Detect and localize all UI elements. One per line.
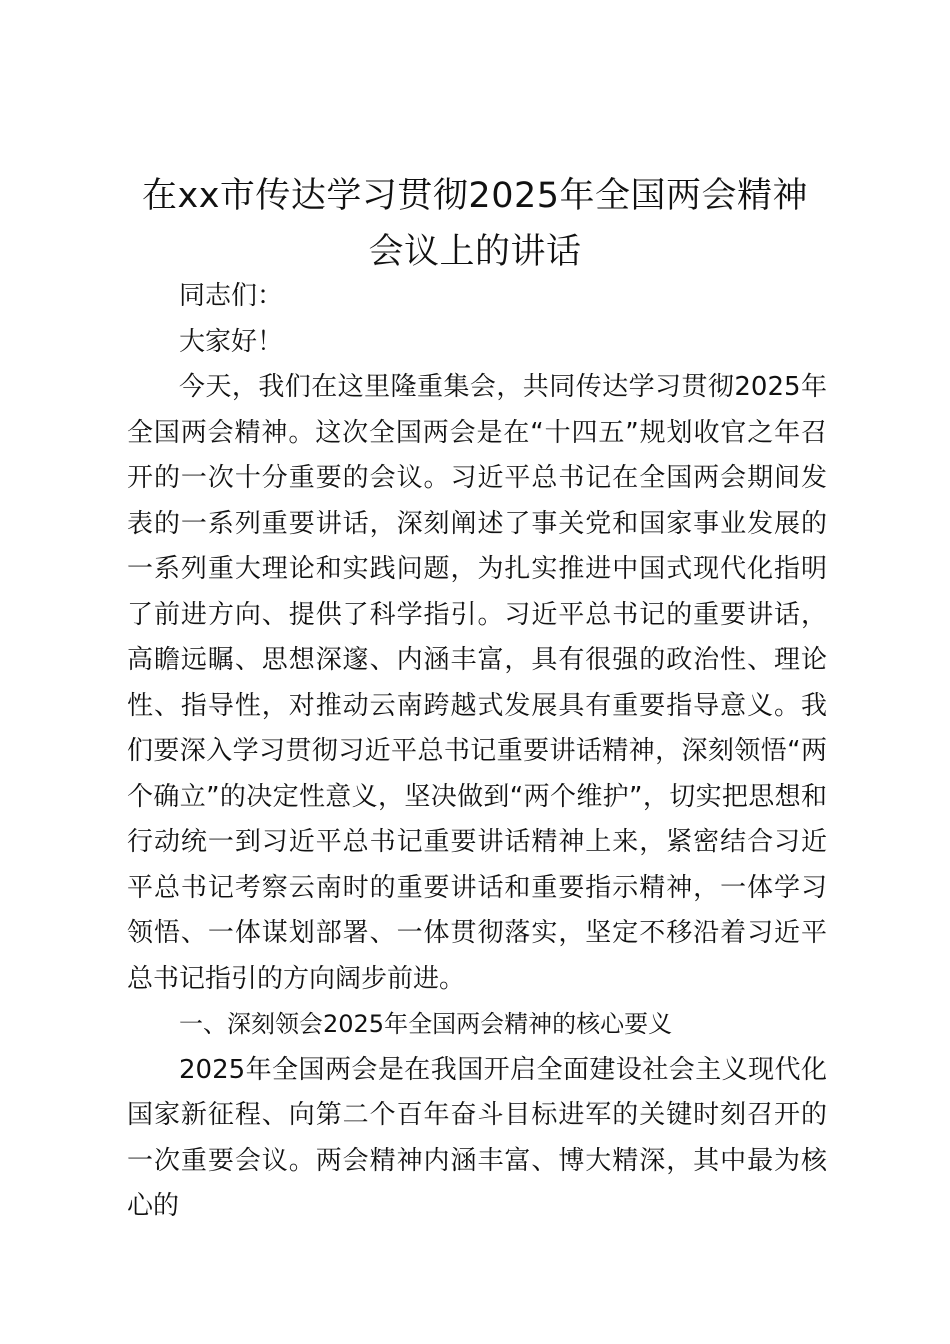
title-line-1: 在xx市传达学习贯彻2025年全国两会精神 bbox=[142, 176, 808, 216]
salutation: 同志们： bbox=[179, 281, 284, 311]
paragraph-intro: 今天，我们在这里隆重集会，共同传达学习贯彻2025年全国两会精神。这次全国两会是在“十四五”规划收官之年召开的一次十分重要的会议。习近平总书记在全国两会期间发表的一系列重要讲话，深刻阐述了事关党和国家事业发展的一系列重大理论和实践问题，为扎实推进中国式现代化指明了前进方向、提供了科学指引。习近平总书记的重要讲话，高瞻远瞩、思想深邃、内涵丰富，具有很强的政治性、理论性、指导性，对推动云南跨越式发展具有重要指导意义。我们要深入学习贯彻习近平总书记重要讲话精神，深刻领悟“两个确立”的决定性意义，坚决做到“两个维护”，切实把思想和行动统一到习近平总书记重要讲话精神上来，紧密结合习近平总书记考察云南时的重要讲话和重要指示精神，一体学习领悟、一体谋划部署、一体贯彻落实，坚定不移沿着习近平总书记指引的方向阔步前进。 bbox=[127, 372, 827, 994]
title-line-2: 会议上的讲话 bbox=[368, 232, 582, 272]
paragraph-section-1: 2025年全国两会是在我国开启全面建设社会主义现代化国家新征程、向第二个百年奋斗目标进军的关键时刻召开的一次重要会议。两会精神内涵丰富、博大精深，其中最为核心的 bbox=[127, 1054, 827, 1221]
document-title bbox=[120, 168, 830, 280]
section-heading-1: 一、深刻领会2025年全国两会精神的核心要义 bbox=[179, 1010, 673, 1038]
greeting: 大家好！ bbox=[179, 326, 284, 357]
document-body bbox=[127, 274, 827, 1230]
